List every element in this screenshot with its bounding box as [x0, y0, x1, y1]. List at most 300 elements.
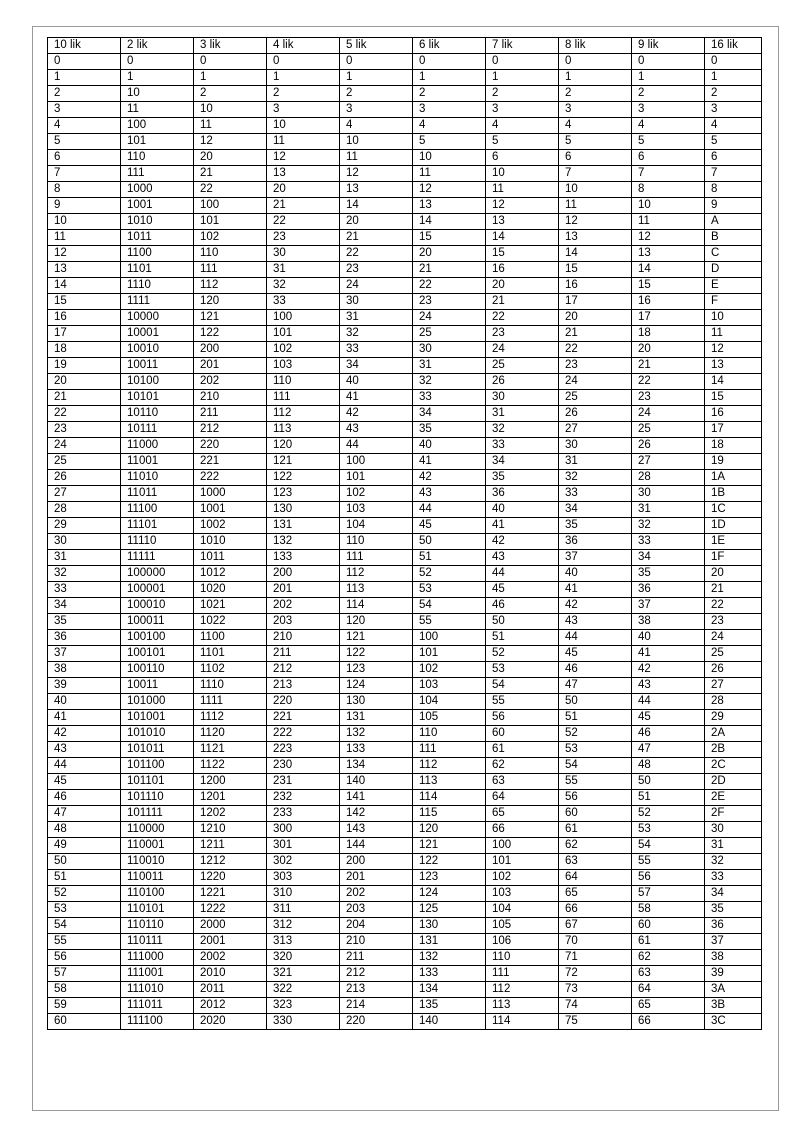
table-cell: 1D	[705, 518, 762, 534]
table-cell: 202	[267, 598, 340, 614]
table-cell: 44	[632, 694, 705, 710]
table-cell: 46	[48, 790, 121, 806]
table-cell: 4	[413, 118, 486, 134]
table-cell: 12	[486, 198, 559, 214]
table-cell: 16	[559, 278, 632, 294]
column-header-base-3: 3 lik	[194, 38, 267, 54]
table-cell: 101001	[121, 710, 194, 726]
table-cell: 202	[194, 374, 267, 390]
table-cell: 36	[705, 918, 762, 934]
table-cell: 1001	[194, 502, 267, 518]
table-cell: 71	[559, 950, 632, 966]
table-cell: 42	[559, 598, 632, 614]
table-cell: 3C	[705, 1014, 762, 1030]
table-cell: 10110	[121, 406, 194, 422]
table-row	[48, 806, 762, 822]
table-cell: 0	[486, 54, 559, 70]
table-cell: 3	[48, 102, 121, 118]
table-row	[48, 294, 762, 310]
table-cell: 10	[705, 310, 762, 326]
table-cell: 1220	[194, 870, 267, 886]
table-cell: 101	[413, 646, 486, 662]
table-cell: 13	[267, 166, 340, 182]
table-cell: 3A	[705, 982, 762, 998]
table-cell: 8	[705, 182, 762, 198]
table-cell: 120	[340, 614, 413, 630]
table-cell: 26	[705, 662, 762, 678]
table-cell: 23	[486, 326, 559, 342]
table-cell: 1020	[194, 582, 267, 598]
table-cell: 132	[340, 726, 413, 742]
table-cell: 312	[267, 918, 340, 934]
table-cell: 20	[194, 150, 267, 166]
table-cell: 30	[267, 246, 340, 262]
table-cell: 6	[48, 150, 121, 166]
table-cell: 104	[340, 518, 413, 534]
table-cell: 124	[340, 678, 413, 694]
table-cell: 10000	[121, 310, 194, 326]
table-cell: 42	[48, 726, 121, 742]
table-cell: 21	[267, 198, 340, 214]
table-cell: 61	[632, 934, 705, 950]
table-cell: 41	[559, 582, 632, 598]
table-cell: 101	[486, 854, 559, 870]
table-cell: 17	[705, 422, 762, 438]
table-cell: 123	[340, 662, 413, 678]
table-cell: 212	[267, 662, 340, 678]
table-cell: 44	[559, 630, 632, 646]
table-cell: 110001	[121, 838, 194, 854]
table-cell: 1000	[194, 486, 267, 502]
table-cell: 32	[632, 518, 705, 534]
table-cell: 18	[632, 326, 705, 342]
table-cell: 65	[559, 886, 632, 902]
table-cell: 13	[340, 182, 413, 198]
table-cell: 70	[559, 934, 632, 950]
table-row	[48, 646, 762, 662]
table-row	[48, 614, 762, 630]
table-cell: 213	[340, 982, 413, 998]
table-row	[48, 198, 762, 214]
table-cell: 35	[413, 422, 486, 438]
table-cell: 16	[632, 294, 705, 310]
table-cell: 5	[632, 134, 705, 150]
table-cell: 43	[559, 614, 632, 630]
table-cell: 134	[340, 758, 413, 774]
table-cell: 100011	[121, 614, 194, 630]
table-cell: 31	[632, 502, 705, 518]
table-cell: 20	[705, 566, 762, 582]
table-cell: 110110	[121, 918, 194, 934]
table-cell: 53	[48, 902, 121, 918]
table-cell: 11	[486, 182, 559, 198]
table-row	[48, 342, 762, 358]
table-cell: 222	[194, 470, 267, 486]
table-cell: 114	[340, 598, 413, 614]
table-cell: 302	[267, 854, 340, 870]
table-cell: 45	[48, 774, 121, 790]
table-cell: 330	[267, 1014, 340, 1030]
table-cell: 2011	[194, 982, 267, 998]
table-row	[48, 470, 762, 486]
table-cell: 6	[559, 150, 632, 166]
table-cell: 2012	[194, 998, 267, 1014]
table-cell: 1120	[194, 726, 267, 742]
table-cell: 52	[48, 886, 121, 902]
table-cell: 33	[340, 342, 413, 358]
table-cell: D	[705, 262, 762, 278]
table-cell: 1	[267, 70, 340, 86]
table-row	[48, 870, 762, 886]
table-row	[48, 262, 762, 278]
table-cell: 212	[194, 422, 267, 438]
table-cell: 111001	[121, 966, 194, 982]
table-cell: 24	[486, 342, 559, 358]
table-cell: 4	[48, 118, 121, 134]
table-cell: 34	[413, 406, 486, 422]
table-cell: 1F	[705, 550, 762, 566]
table-cell: 40	[486, 502, 559, 518]
table-cell: 1101	[194, 646, 267, 662]
table-cell: 31	[559, 454, 632, 470]
table-cell: 3	[705, 102, 762, 118]
table-row	[48, 326, 762, 342]
table-cell: 100	[413, 630, 486, 646]
table-cell: 33	[48, 582, 121, 598]
table-cell: 7	[632, 166, 705, 182]
column-header-base-2: 2 lik	[121, 38, 194, 54]
table-cell: 28	[705, 694, 762, 710]
table-cell: 100000	[121, 566, 194, 582]
table-cell: 26	[559, 406, 632, 422]
table-cell: 1	[340, 70, 413, 86]
table-cell: 131	[267, 518, 340, 534]
table-cell: 4	[486, 118, 559, 134]
table-cell: 214	[340, 998, 413, 1014]
table-cell: 58	[48, 982, 121, 998]
table-cell: 66	[486, 822, 559, 838]
table-cell: 301	[267, 838, 340, 854]
table-cell: 113	[340, 582, 413, 598]
table-cell: 322	[267, 982, 340, 998]
table-cell: 44	[413, 502, 486, 518]
table-cell: 204	[340, 918, 413, 934]
table-cell: 36	[486, 486, 559, 502]
table-cell: 233	[267, 806, 340, 822]
table-cell: 102	[413, 662, 486, 678]
table-cell: 101110	[121, 790, 194, 806]
table-cell: 8	[632, 182, 705, 198]
table-cell: 11001	[121, 454, 194, 470]
table-cell: 73	[559, 982, 632, 998]
table-cell: 74	[559, 998, 632, 1014]
table-row	[48, 886, 762, 902]
table-cell: 100	[267, 310, 340, 326]
table-cell: 22	[632, 374, 705, 390]
table-cell: 4	[632, 118, 705, 134]
table-row	[48, 358, 762, 374]
table-cell: 122	[194, 326, 267, 342]
table-cell: 10	[413, 150, 486, 166]
table-cell: 5	[413, 134, 486, 150]
table-cell: 303	[267, 870, 340, 886]
table-cell: 111	[340, 550, 413, 566]
table-row	[48, 854, 762, 870]
table-cell: 46	[486, 598, 559, 614]
table-cell: 0	[121, 54, 194, 70]
table-cell: 21	[194, 166, 267, 182]
table-row	[48, 566, 762, 582]
table-cell: 45	[486, 582, 559, 598]
table-row	[48, 118, 762, 134]
table-cell: 55	[48, 934, 121, 950]
table-cell: 101101	[121, 774, 194, 790]
table-cell: 30	[486, 390, 559, 406]
table-cell: 1102	[194, 662, 267, 678]
table-cell: 323	[267, 998, 340, 1014]
table-cell: 3	[486, 102, 559, 118]
table-cell: 15	[486, 246, 559, 262]
table-cell: 1110	[121, 278, 194, 294]
table-cell: 1111	[121, 294, 194, 310]
table-cell: 16	[705, 406, 762, 422]
table-cell: 34	[340, 358, 413, 374]
table-cell: 133	[413, 966, 486, 982]
table-cell: 11	[121, 102, 194, 118]
table-cell: 110100	[121, 886, 194, 902]
table-cell: 321	[267, 966, 340, 982]
table-cell: 210	[340, 934, 413, 950]
table-cell: 104	[413, 694, 486, 710]
table-cell: 1202	[194, 806, 267, 822]
table-cell: 43	[632, 678, 705, 694]
table-cell: 60	[632, 918, 705, 934]
table-cell: 22	[413, 278, 486, 294]
table-cell: 1000	[121, 182, 194, 198]
table-cell: 112	[413, 758, 486, 774]
table-cell: 1122	[194, 758, 267, 774]
table-row	[48, 1014, 762, 1030]
table-cell: 14	[340, 198, 413, 214]
table-cell: 113	[486, 998, 559, 1014]
table-cell: 1111	[194, 694, 267, 710]
table-cell: 61	[486, 742, 559, 758]
table-cell: 1	[705, 70, 762, 86]
table-cell: 50	[486, 614, 559, 630]
table-cell: 1001	[121, 198, 194, 214]
table-cell: 14	[486, 230, 559, 246]
table-cell: 41	[48, 710, 121, 726]
table-cell: 34	[632, 550, 705, 566]
table-cell: 65	[632, 998, 705, 1014]
table-cell: 1B	[705, 486, 762, 502]
table-cell: 212	[340, 966, 413, 982]
table-cell: 110111	[121, 934, 194, 950]
table-cell: 100	[194, 198, 267, 214]
table-cell: 320	[267, 950, 340, 966]
table-cell: 121	[194, 310, 267, 326]
table-cell: 24	[48, 438, 121, 454]
table-cell: 7	[559, 166, 632, 182]
table-cell: 16	[486, 262, 559, 278]
table-cell: 133	[267, 550, 340, 566]
table-cell: 102	[340, 486, 413, 502]
table-cell: 123	[413, 870, 486, 886]
table-cell: 210	[267, 630, 340, 646]
table-cell: 14	[413, 214, 486, 230]
table-cell: 34	[486, 454, 559, 470]
table-cell: 33	[632, 534, 705, 550]
table-cell: 111	[413, 742, 486, 758]
table-cell: 52	[559, 726, 632, 742]
column-header-base-4: 4 lik	[267, 38, 340, 54]
table-cell: 21	[413, 262, 486, 278]
table-cell: 0	[413, 54, 486, 70]
table-cell: 120	[267, 438, 340, 454]
table-cell: 10	[486, 166, 559, 182]
table-row	[48, 182, 762, 198]
table-cell: 2	[413, 86, 486, 102]
table-cell: 51	[559, 710, 632, 726]
table-cell: 11	[559, 198, 632, 214]
table-cell: 1011	[194, 550, 267, 566]
table-row	[48, 534, 762, 550]
table-cell: 46	[559, 662, 632, 678]
table-cell: 26	[486, 374, 559, 390]
column-header-base-10: 10 lik	[48, 38, 121, 54]
table-cell: 4	[705, 118, 762, 134]
table-cell: 140	[413, 1014, 486, 1030]
table-cell: 111100	[121, 1014, 194, 1030]
table-cell: 0	[340, 54, 413, 70]
table-cell: 32	[413, 374, 486, 390]
table-cell: 31	[705, 838, 762, 854]
table-cell: 15	[632, 278, 705, 294]
table-cell: 221	[267, 710, 340, 726]
table-cell: 31	[48, 550, 121, 566]
table-cell: 1010	[194, 534, 267, 550]
table-cell: 55	[413, 614, 486, 630]
column-header-base-6: 6 lik	[413, 38, 486, 54]
table-cell: 120	[194, 294, 267, 310]
table-cell: 130	[267, 502, 340, 518]
table-cell: 211	[340, 950, 413, 966]
table-cell: 23	[267, 230, 340, 246]
column-header-base-16: 16 lik	[705, 38, 762, 54]
table-cell: 53	[559, 742, 632, 758]
table-cell: 10	[559, 182, 632, 198]
table-cell: 43	[413, 486, 486, 502]
table-cell: 105	[486, 918, 559, 934]
table-cell: 2010	[194, 966, 267, 982]
table-cell: 24	[705, 630, 762, 646]
table-cell: 12	[705, 342, 762, 358]
table-cell: 100001	[121, 582, 194, 598]
table-cell: 5	[705, 134, 762, 150]
table-cell: 203	[267, 614, 340, 630]
table-cell: B	[705, 230, 762, 246]
table-cell: 27	[632, 454, 705, 470]
table-cell: 13	[48, 262, 121, 278]
table-cell: 38	[48, 662, 121, 678]
table-cell: 20	[632, 342, 705, 358]
table-cell: 101000	[121, 694, 194, 710]
table-cell: 10	[267, 118, 340, 134]
table-cell: 14	[632, 262, 705, 278]
table-cell: 124	[413, 886, 486, 902]
table-cell: 22	[340, 246, 413, 262]
table-cell: 22	[705, 598, 762, 614]
table-cell: 37	[559, 550, 632, 566]
table-cell: 47	[632, 742, 705, 758]
table-cell: 2B	[705, 742, 762, 758]
table-cell: 32	[340, 326, 413, 342]
table-cell: 3	[559, 102, 632, 118]
table-cell: 114	[486, 1014, 559, 1030]
table-cell: 12	[559, 214, 632, 230]
table-row	[48, 70, 762, 86]
table-cell: 2001	[194, 934, 267, 950]
table-cell: 143	[340, 822, 413, 838]
table-cell: 2	[486, 86, 559, 102]
table-cell: 15	[705, 390, 762, 406]
table-cell: 131	[413, 934, 486, 950]
table-cell: 125	[413, 902, 486, 918]
table-row	[48, 950, 762, 966]
table-cell: 25	[413, 326, 486, 342]
table-cell: 1221	[194, 886, 267, 902]
table-cell: 40	[559, 566, 632, 582]
table-cell: 11	[267, 134, 340, 150]
table-cell: 32	[486, 422, 559, 438]
table-cell: 64	[486, 790, 559, 806]
table-cell: 63	[559, 854, 632, 870]
table-cell: 2A	[705, 726, 762, 742]
table-cell: 11	[705, 326, 762, 342]
table-cell: 25	[48, 454, 121, 470]
table-cell: 18	[705, 438, 762, 454]
table-cell: 30	[340, 294, 413, 310]
table-cell: 111000	[121, 950, 194, 966]
table-cell: 54	[413, 598, 486, 614]
table-cell: 3	[632, 102, 705, 118]
table-cell: 41	[413, 454, 486, 470]
table-cell: 220	[267, 694, 340, 710]
table-cell: 111	[194, 262, 267, 278]
table-cell: 54	[632, 838, 705, 854]
table-row	[48, 230, 762, 246]
table-cell: 105	[413, 710, 486, 726]
table-cell: 40	[413, 438, 486, 454]
table-cell: 30	[632, 486, 705, 502]
table-cell: 100100	[121, 630, 194, 646]
table-cell: 3	[413, 102, 486, 118]
table-cell: 65	[486, 806, 559, 822]
table-cell: 33	[267, 294, 340, 310]
table-cell: 23	[413, 294, 486, 310]
table-cell: 39	[705, 966, 762, 982]
table-cell: 50	[632, 774, 705, 790]
table-cell: 231	[267, 774, 340, 790]
table-cell: 201	[340, 870, 413, 886]
table-cell: 37	[48, 646, 121, 662]
table-cell: 110	[340, 534, 413, 550]
table-row	[48, 582, 762, 598]
table-cell: 1E	[705, 534, 762, 550]
table-cell: 0	[559, 54, 632, 70]
table-cell: 72	[559, 966, 632, 982]
table-cell: 22	[559, 342, 632, 358]
